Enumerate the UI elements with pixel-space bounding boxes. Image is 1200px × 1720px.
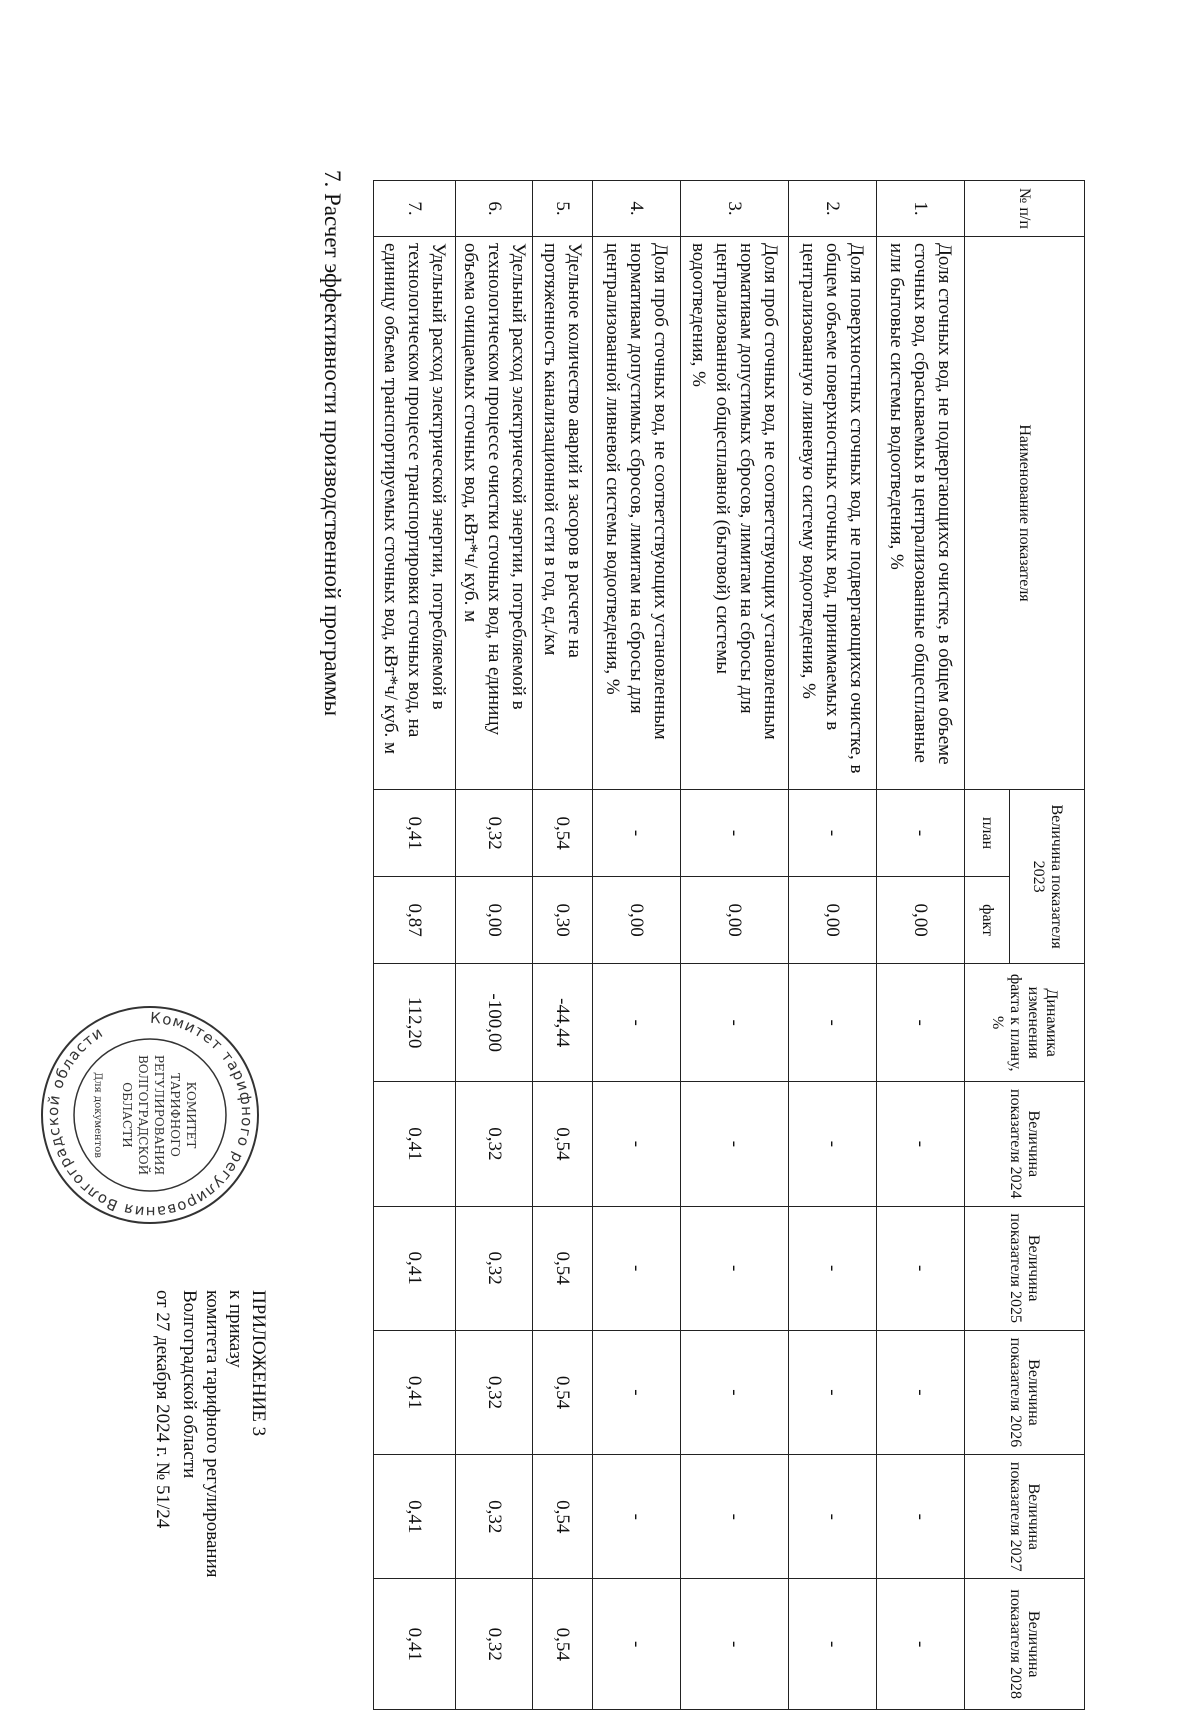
header-name: Наименование показателя (965, 236, 1085, 789)
row-number: 4. (593, 181, 681, 237)
value-2027: - (877, 1455, 965, 1579)
header-dynamics: Динамика изменения факта к плану, % (965, 964, 1085, 1082)
seal-inner-1: КОМИТЕТ (184, 1081, 198, 1149)
value-2026: - (593, 1330, 681, 1454)
appendix-order-number: от 27 декабря 2024 г. № 51/24 (152, 1290, 173, 1529)
table-row (593, 181, 681, 1710)
value-2027: 0,32 (456, 1455, 533, 1579)
value-2028: - (593, 1579, 681, 1710)
value-2028: - (681, 1579, 789, 1710)
seal-inner-3: РЕГУЛИРОВАНИЯ (152, 1054, 166, 1176)
value-2024: 0,32 (456, 1082, 533, 1206)
header-2027: Величина показателя 2027 (965, 1455, 1085, 1579)
value-2024: 0,41 (374, 1082, 456, 1206)
seal-inner-4: ВОЛГОГРАДСКОЙ (136, 1054, 150, 1176)
value-2023-plan: - (789, 790, 877, 877)
row-number: 7. (374, 181, 456, 237)
dynamics-value: - (789, 964, 877, 1082)
value-2024: - (789, 1082, 877, 1206)
value-2026: 0,32 (456, 1330, 533, 1454)
header-2023: Величина показателя 2023 (1010, 790, 1085, 964)
value-2023-plan: 0,41 (374, 790, 456, 877)
value-2026: 0,41 (374, 1330, 456, 1454)
header-2026: Величина показателя 2026 (965, 1330, 1085, 1454)
value-2028: 0,32 (456, 1579, 533, 1710)
indicator-name: Доля сточных вод, не подвергающихся очистке, в общем объеме сточных вод, сбрасываемых в централизованные общесплавные или бытовые системы водоотведения, % (877, 236, 965, 789)
efficiency-table-wrap (373, 180, 1085, 1710)
svg-text:Комитет тарифного регулировани (44, 1009, 256, 1221)
value-2023-plan: 0,54 (533, 790, 593, 877)
dynamics-value: - (593, 964, 681, 1082)
appendix-title: ПРИЛОЖЕНИЕ 3 (248, 1290, 269, 1437)
seal-inner-6: Для документов (92, 1072, 103, 1158)
value-2023-fact: 0,00 (789, 877, 877, 964)
value-2026: 0,54 (533, 1330, 593, 1454)
indicator-name: Удельный расход электрической энергии, потребляемой в технологическом процессе очистки сточных вод, на единицу объема очищаемых сточных вод, кВт*ч/ куб. м (456, 236, 533, 789)
value-2027: 0,41 (374, 1455, 456, 1579)
indicator-name: Доля проб сточных вод, не соответствующих установленным нормативам допустимых сбросов, лимитам на сбросы для централизованной ливневой системы водоотведения, % (593, 236, 681, 789)
value-2025: - (789, 1206, 877, 1330)
row-number: 2. (789, 181, 877, 237)
indicator-name: Удельный расход электрической энергии, потребляемой в технологическом процессе транспортировки сточных вод, на единицу объема транспортируемых сточных вод, кВт*ч/ куб. м (374, 236, 456, 789)
value-2025: - (593, 1206, 681, 1330)
value-2027: 0,54 (533, 1455, 593, 1579)
value-2025: 0,32 (456, 1206, 533, 1330)
value-2028: 0,41 (374, 1579, 456, 1710)
seal-inner-2: ТАРИФНОГО (168, 1073, 182, 1157)
value-2024: - (593, 1082, 681, 1206)
value-2023-plan: - (593, 790, 681, 877)
value-2027: - (789, 1455, 877, 1579)
value-2025: - (681, 1206, 789, 1330)
dynamics-value: 112,20 (374, 964, 456, 1082)
table-row (789, 181, 877, 1710)
row-number: 3. (681, 181, 789, 237)
efficiency-table (373, 180, 1085, 1710)
section-title: 7. Расчет эффективности производственной программы (320, 170, 345, 717)
value-2026: - (681, 1330, 789, 1454)
value-2023-fact: 0,00 (456, 877, 533, 964)
official-seal (35, 1000, 265, 1230)
value-2023-fact: 0,87 (374, 877, 456, 964)
value-2024: - (877, 1082, 965, 1206)
table-row (456, 181, 533, 1710)
dynamics-value: -44,44 (533, 964, 593, 1082)
value-2026: - (789, 1330, 877, 1454)
value-2023-fact: 0,00 (593, 877, 681, 964)
value-2028: 0,54 (533, 1579, 593, 1710)
dynamics-value: - (681, 964, 789, 1082)
value-2023-fact: 0,00 (877, 877, 965, 964)
table-body (374, 181, 965, 1710)
value-2025: - (877, 1206, 965, 1330)
dynamics-value: -100,00 (456, 964, 533, 1082)
indicator-name: Удельное количество аварий и засоров в расчете на протяженность канализационной сети в год, ед./км (533, 236, 593, 789)
value-2025: 0,41 (374, 1206, 456, 1330)
row-number: 1. (877, 181, 965, 237)
header-no: № п/п (965, 181, 1085, 237)
table-row (374, 181, 456, 1710)
value-2023-fact: 0,00 (681, 877, 789, 964)
table-row (533, 181, 593, 1710)
indicator-name: Доля поверхностных сточных вод, не подвергающихся очистке, в общем объеме поверхностных сточных вод, принимаемых в централизованную ливневую систему водоотведения, % (789, 236, 877, 789)
value-2024: 0,54 (533, 1082, 593, 1206)
value-2028: - (877, 1579, 965, 1710)
dynamics-value: - (877, 964, 965, 1082)
value-2028: - (789, 1579, 877, 1710)
header-2024: Величина показателя 2024 (965, 1082, 1085, 1206)
header-2028: Величина показателя 2028 (965, 1579, 1085, 1710)
row-number: 6. (456, 181, 533, 237)
value-2023-plan: - (877, 790, 965, 877)
header-2025: Величина показателя 2025 (965, 1206, 1085, 1330)
value-2026: - (877, 1330, 965, 1454)
seal-inner-5: ОБЛАСТИ (120, 1082, 134, 1148)
value-2024: - (681, 1082, 789, 1206)
value-2023-plan: - (681, 790, 789, 877)
appendix-line-2: комитета тарифного регулирования (202, 1290, 223, 1578)
table-row (681, 181, 789, 1710)
value-2027: - (681, 1455, 789, 1579)
row-number: 5. (533, 181, 593, 237)
header-fact: факт (965, 877, 1010, 964)
value-2025: 0,54 (533, 1206, 593, 1330)
appendix-line-3: Волгоградской области (179, 1290, 200, 1479)
value-2023-plan: 0,32 (456, 790, 533, 877)
seal-outer-text: Комитет тарифного регулирования Волгоградской области (43, 1008, 257, 1222)
value-2027: - (593, 1455, 681, 1579)
appendix-line-1: к приказу (225, 1290, 246, 1368)
header-plan: план (965, 790, 1010, 877)
appendix-header (151, 1290, 270, 1710)
indicator-name: Доля проб сточных вод, не соответствующих установленным нормативам допустимых сбросов, лимитам на сбросы для централизованной общесплавной (бытовой) системы водоотведения, % (681, 236, 789, 789)
value-2023-fact: 0,30 (533, 877, 593, 964)
table-row (877, 181, 965, 1710)
